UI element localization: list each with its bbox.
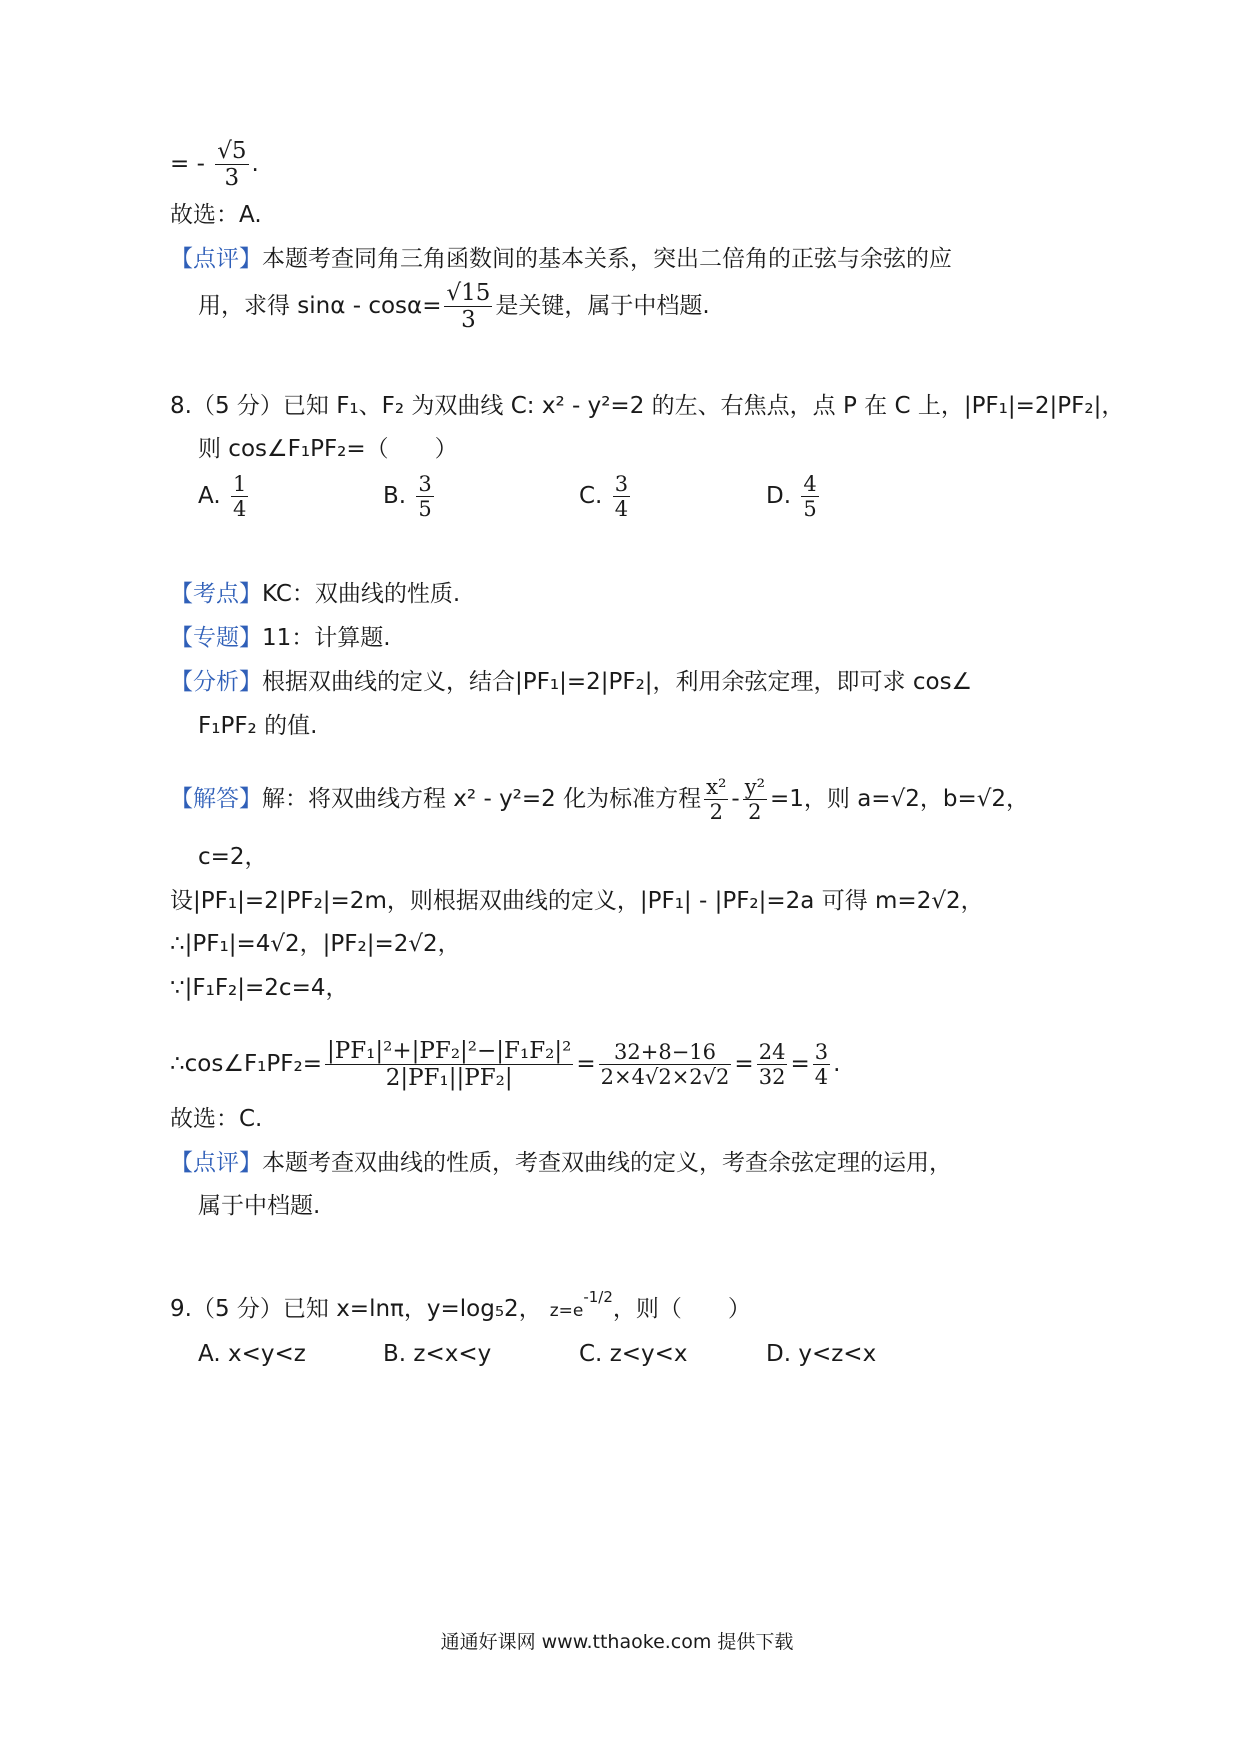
q8-option-a: A. $\frac{1}{4}$ xyxy=(198,472,247,521)
q8-fenxi-line1: 【分析】根据双曲线的定义，结合|PF₁|=2|PF₂|，利用余弦定理，即可求 cos∠ xyxy=(170,669,973,695)
q9-stem: 9.（5 分）已知 x=lnπ，y=log₅2， $z=e^{-1/2}$，则（ ） xyxy=(170,1288,751,1322)
q8-jieda-line5: ∵|F₁F₂|=2c=4， xyxy=(170,975,349,1001)
prev-comment-line1: 【点评】本题考查同角三角函数间的基本关系，突出二倍角的正弦与余弦的应 xyxy=(170,246,952,272)
prev-result-line: = - $\frac{√5}{3}$ . xyxy=(170,138,259,191)
q8-kaodian: 【考点】KC：双曲线的性质. xyxy=(170,581,461,607)
q9-option-a: A. x<y<z xyxy=(198,1341,306,1367)
comment-tag: 【点评】 xyxy=(170,246,262,272)
prev-result-fraction: $\frac{√5}{3}$ xyxy=(217,138,247,191)
q8-jieda-line4: ∴|PF₁|=4√2，|PF₂|=2√2， xyxy=(170,931,461,957)
cos-fraction-1: $\frac{\text{|PF₁|²+|PF₂|²−|F₁F₂|²}}{\text{2|PF₁||PF₂|}}$ xyxy=(327,1038,572,1091)
q9-option-b: B. z<x<y xyxy=(383,1341,492,1367)
q8-option-b: B. $\frac{3}{5}$ xyxy=(383,472,432,521)
q8-fenxi-line2: F₁PF₂ 的值. xyxy=(198,713,318,739)
q8-stem-line1: 8.（5 分）已知 F₁、F₂ 为双曲线 C: x² - y²=2 的左、右焦点，点 P 在 C 上，|PF₁|=2|PF₂|， xyxy=(170,393,1125,419)
prev-result-prefix: = - xyxy=(170,151,205,177)
q8-cos-formula: ∴cos∠F₁PF₂= $\frac{\text{|PF₁|²+|PF₂|²−|F₁F₂|²}}{\text{2|PF₁||PF₂|}}$ = $\frac{32+8-16}{2\times 4√2\times 2√2}$ = $\frac{24}{32}$ = $\frac{3}{4}$ . xyxy=(170,1038,841,1091)
q8-zhuanti: 【专题】11：计算题. xyxy=(170,625,391,651)
q9-option-c: C. z<y<x xyxy=(579,1341,688,1367)
q8-jieda-line2: c=2， xyxy=(198,844,268,870)
q8-jieda-line3: 设|PF₁|=2|PF₂|=2m，则根据双曲线的定义，|PF₁| - |PF₂|=2a 可得 m=2√2， xyxy=(170,888,984,914)
q8-comment-line1: 【点评】本题考查双曲线的性质，考查双曲线的定义，考查余弦定理的运用， xyxy=(170,1150,952,1176)
q8-stem-line2: 则 cos∠F₁PF₂=（ ） xyxy=(198,436,458,462)
prev-comment-line2: 用，求得 sinα - cosα= $\frac{√15}{3}$ 是关键，属于中档题. xyxy=(198,280,710,333)
page-footer: 通通好课网 www.tthaoke.com 提供下载 xyxy=(440,1631,794,1653)
q8-option-c: C. $\frac{3}{4}$ xyxy=(579,472,629,521)
prev-comment-fraction: $\frac{√15}{3}$ xyxy=(446,280,491,333)
q8-jieda-line1: 【解答】解：将双曲线方程 x² - y²=2 化为标准方程 $\frac{\text{x²}}{2}$ - $\frac{\text{y²}}{2}$ =1，则 a=√2，b=√2， xyxy=(170,775,1030,824)
cos-fraction-4: $\frac{3}{4}$ xyxy=(814,1040,829,1089)
cos-fraction-3: $\frac{24}{32}$ xyxy=(758,1040,786,1089)
q8-option-d: D. $\frac{4}{5}$ xyxy=(766,472,817,521)
q9-option-d: D. y<z<x xyxy=(766,1341,877,1367)
prev-choice: 故选：A. xyxy=(170,202,262,228)
q8-comment-line2: 属于中档题. xyxy=(198,1193,321,1219)
q8-choice: 故选：C. xyxy=(170,1106,263,1132)
cos-fraction-2: $\frac{32+8-16}{2\times 4√2\times 2√2}$ xyxy=(600,1040,730,1089)
